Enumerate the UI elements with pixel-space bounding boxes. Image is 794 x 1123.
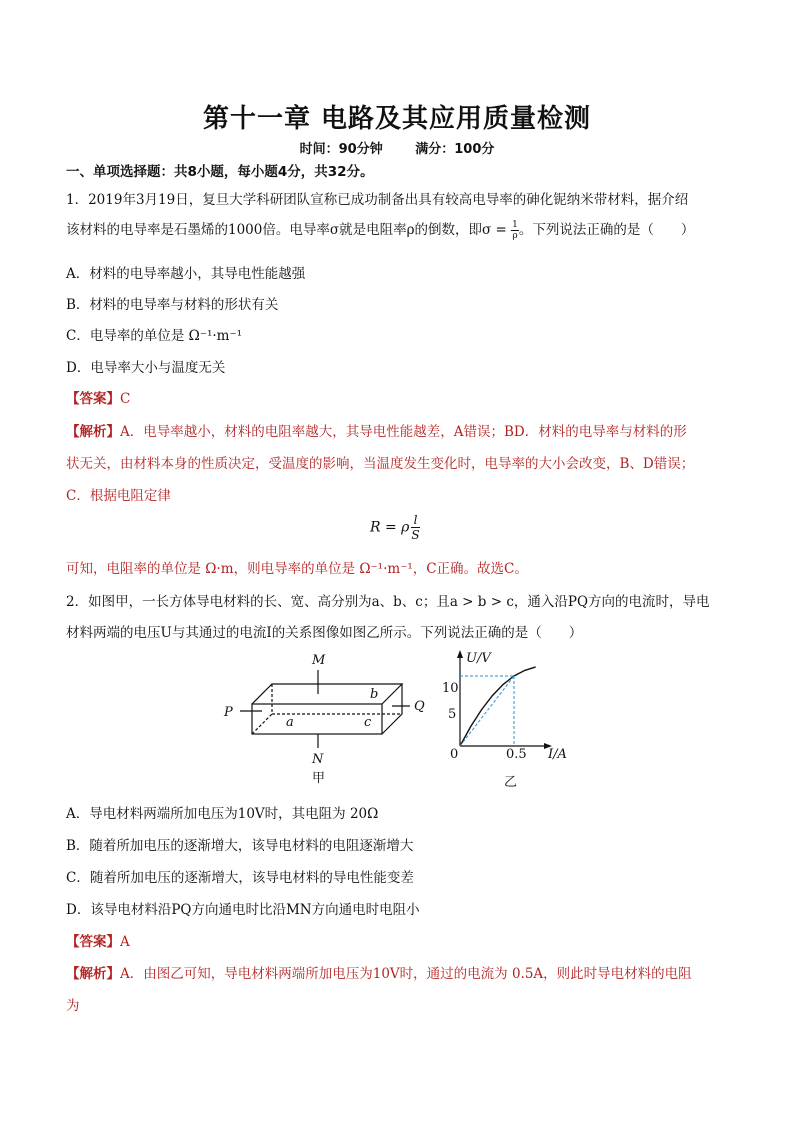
q1-answer-tag: 【答案】 (66, 391, 120, 407)
y-axis-label: U/V (466, 651, 491, 666)
page-title: 第十一章 电路及其应用质量检测 (202, 104, 592, 134)
q2-stem-line1: 2．如图甲，一长方体导电材料的长、宽、高分别为a、b、c；且a > b > c，通入沿PQ方向的电流时，导电 (66, 594, 710, 610)
q1-stem-line2b: 。下列说法正确的是（ ） (518, 222, 695, 238)
q1-stem-line1: 1．2019年3月19日，复旦大学科研团队宣称已成功制备出具有较高电导率的砷化铌纳米带材料，据介绍 (66, 192, 689, 208)
q1-analysis-line3: C．根据电阻定律 (66, 488, 171, 504)
x-tick-0-5: 0.5 (506, 747, 527, 762)
q1-analysis-tag: 【解析】 (66, 424, 120, 440)
resistance-law-formula (370, 513, 420, 542)
label-P: P (224, 705, 233, 720)
block-hidden-edge-3 (252, 714, 272, 734)
guide-chord (460, 676, 514, 746)
q2-answer-tag: 【答案】 (66, 934, 120, 950)
x-axis-label: I/A (548, 747, 567, 762)
q1-analysis-line4: 可知，电阻率的单位是 Ω·m，则电导率的单位是 Ω⁻¹·m⁻¹，C正确。故选C。 (66, 561, 528, 577)
sigma-formula-den: ρ (512, 231, 518, 241)
caption-yi: 乙 (504, 775, 518, 790)
q2-option-d: D．该导电材料沿PQ方向通电时比沿MN方向通电时电阻小 (66, 902, 420, 918)
q2-stem-line2: 材料两端的电压U与其通过的电流I的关系图像如图乙所示。下列说法正确的是（ ） (66, 625, 583, 641)
section-heading: 一、单项选择题：共8小题，每小题4分，共32分。 (66, 164, 374, 180)
label-c: c (364, 715, 372, 730)
q2-option-c: C．随着所加电压的逐渐增大，该导电材料的导电性能变差 (66, 870, 414, 886)
q1-analysis-line1 (66, 420, 687, 440)
exam-time: 时间：90分钟 (299, 142, 383, 157)
q1-answer (66, 387, 130, 407)
y-tick-5: 5 (448, 707, 457, 722)
q1-option-a: A．材料的电导率越小，其导电性能越强 (66, 266, 306, 282)
y-tick-10: 10 (442, 681, 459, 696)
q1-option-c: C．电导率的单位是 Ω⁻¹·m⁻¹ (66, 328, 242, 344)
q1-answer-value: C (120, 391, 131, 407)
sigma-formula (511, 220, 519, 241)
block-right-face (382, 684, 402, 734)
figure-block (220, 648, 430, 788)
q1-option-d: D．电导率大小与温度无关 (66, 360, 226, 376)
block-top-face (252, 684, 402, 704)
q2-analysis-line2: 为 (66, 998, 80, 1014)
exam-info (0, 138, 794, 157)
q2-answer-value: A (120, 934, 130, 950)
q1-stem-line2 (66, 218, 694, 241)
y-axis-arrow (457, 650, 463, 658)
q1-analysis-text1: A．电导率越小，材料的电阻率越大，其导电性能越差，A错误；BD．材料的电导率与材料的形 (120, 424, 687, 440)
q2-option-b: B．随着所加电压的逐渐增大，该导电材料的电阻逐渐增大 (66, 838, 414, 854)
caption-jia: 甲 (312, 771, 326, 786)
q1-stem-line2a: 该材料的电导率是石墨烯的1000倍。电导率σ就是电阻率ρ的倒数，即σ = (66, 222, 512, 238)
q2-answer (66, 930, 130, 950)
formula-lhs: R = ρ (370, 519, 410, 536)
label-a: a (286, 715, 294, 730)
figure-ui-graph (436, 646, 586, 791)
label-Q: Q (414, 699, 425, 714)
q2-analysis-line1 (66, 962, 692, 982)
origin-label: 0 (450, 747, 459, 762)
formula-fraction (411, 513, 419, 542)
q1-option-b: B．材料的电导率与材料的形状有关 (66, 297, 279, 313)
formula-den: S (411, 528, 420, 542)
q2-option-a: A．导电材料两端所加电压为10V时，其电阻为 20Ω (66, 806, 379, 822)
label-M: M (312, 653, 326, 668)
sigma-formula-num: 1 (512, 220, 518, 230)
q2-analysis-text1: A．由图乙可知，导电材料两端所加电压为10V时，通过的电流为 0.5A，则此时导电材料的电阻 (120, 966, 692, 982)
q2-analysis-tag: 【解析】 (66, 966, 120, 982)
q1-analysis-line2: 状无关，由材料本身的性质决定，受温度的影响，当温度发生变化时，电导率的大小会改变，B、D错误； (66, 456, 695, 472)
formula-num: l (411, 513, 419, 528)
label-N: N (312, 752, 324, 767)
label-b: b (370, 687, 379, 702)
exam-score: 满分：100分 (415, 142, 495, 157)
ui-curve (460, 667, 536, 746)
block-front-face (252, 704, 382, 734)
